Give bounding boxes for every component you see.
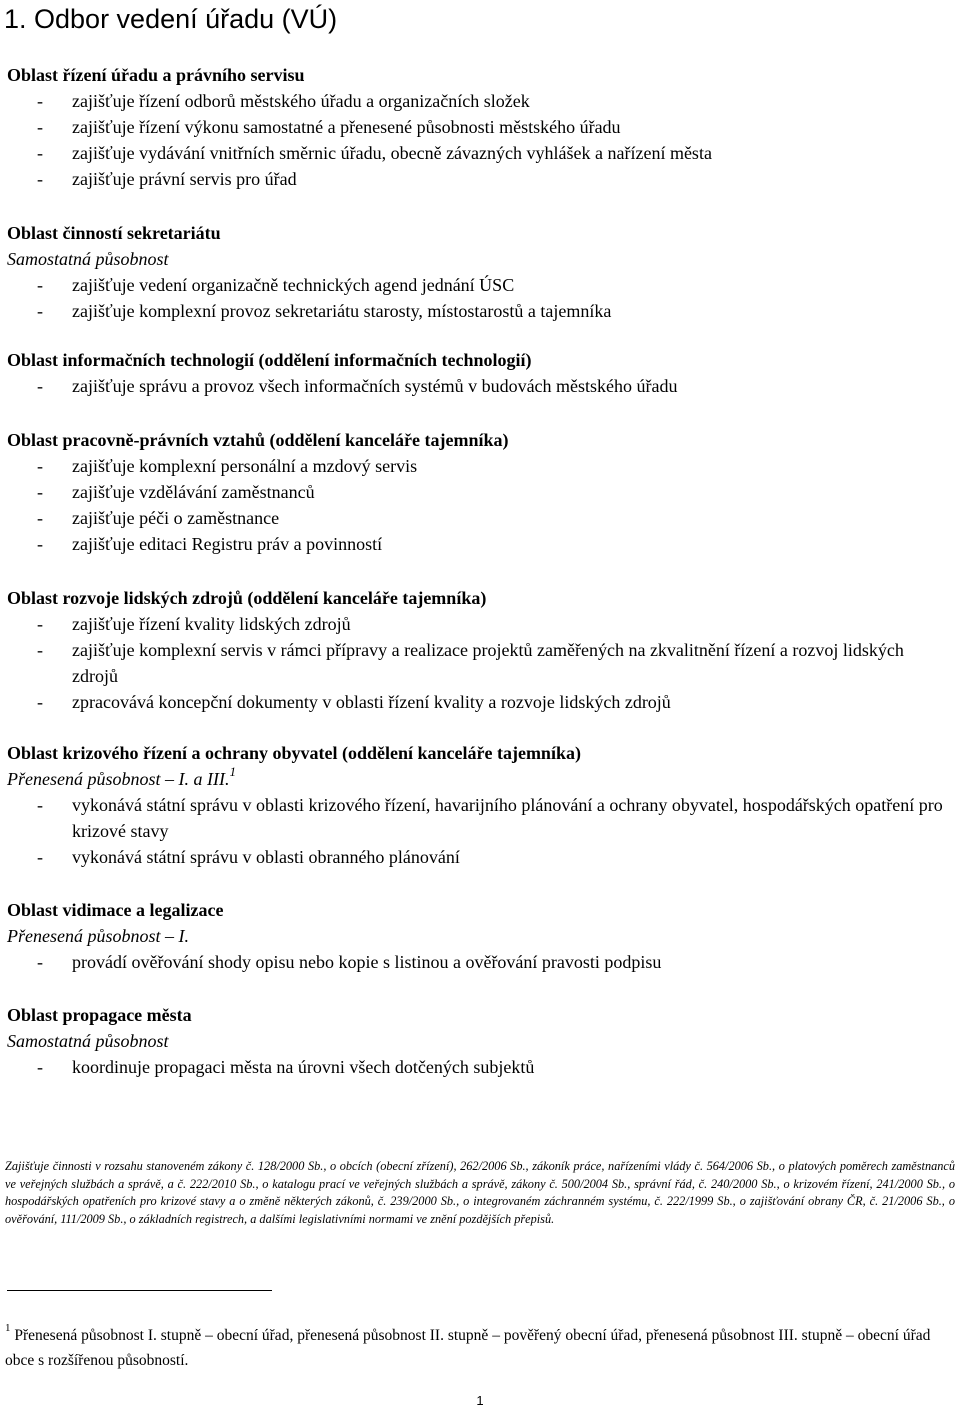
dash-bullet: - [37,1057,43,1077]
list-item: - zajišťuje editaci Registru práv a povinností [7,531,952,557]
dash-bullet: - [37,117,43,137]
footnote-mark: 1 [5,1321,11,1334]
section-heading: Oblast rozvoje lidských zdrojů (oddělení kanceláře tajemníka) [7,588,487,608]
dash-bullet: - [37,482,43,502]
list-item: - zajišťuje péči o zaměstnance [7,505,952,531]
dash-bullet: - [37,91,43,111]
footnote-text: Přenesená působnost I. stupně – obecní úřad, přenesená působnost II. stupně – pověřený obecní úřad, přenesená působnost III. stupně – obecní úřad obce s rozšířenou působností. [5,1327,931,1369]
section-subheading: Přenesená působnost – I. [7,926,189,946]
section-heading: Oblast vidimace a legalizace [7,900,224,920]
section-subheading: Samostatná působnost [7,249,169,269]
list-item: - zajišťuje řízení kvality lidských zdrojů [7,611,952,637]
section-propagace [7,1002,952,1080]
section-heading: Oblast krizového řízení a ochrany obyvatel (oddělení kanceláře tajemníka) [7,743,581,763]
dash-bullet: - [37,847,43,867]
dash-bullet: - [37,508,43,528]
section-vidimace [7,897,952,975]
footnote [5,1323,945,1373]
section-krizove-rizeni [7,740,952,870]
dash-bullet: - [37,275,43,295]
list-item: - vykonává státní správu v oblasti obranného plánování [7,844,952,870]
section-pracovne-pravni [7,427,952,557]
footnote-ref: 1 [229,764,236,779]
list-item: - zajišťuje komplexní personální a mzdový servis [7,453,952,479]
dash-bullet: - [37,301,43,321]
list-item: - zajišťuje řízení výkonu samostatné a přenesené působnosti městského úřadu [7,114,952,140]
dash-bullet: - [37,376,43,396]
list-item: - zajišťuje komplexní servis v rámci přípravy a realizace projektů zaměřených na zkvalitnění řízení a rozvoj lidských zdrojů [7,637,952,689]
dash-bullet: - [37,692,43,712]
section-heading: Oblast propagace města [7,1005,192,1025]
list-item: - zajišťuje vedení organizačně technických agend jednání ÚSC [7,272,952,298]
dash-bullet: - [37,456,43,476]
dash-bullet: - [37,795,43,815]
page-number: 1 [476,1393,484,1408]
section-heading: Oblast pracovně-právních vztahů (oddělení kanceláře tajemníka) [7,430,509,450]
section-heading: Oblast činností sekretariátu [7,223,221,243]
list-item: - zajišťuje právní servis pro úřad [7,166,952,192]
section-it [7,347,952,399]
section-sekretariat [7,220,952,324]
section-lidske-zdroje [7,585,952,715]
list-item: - zajišťuje komplexní provoz sekretariátu starosty, místostarostů a tajemníka [7,298,952,324]
dash-bullet: - [37,534,43,554]
footnote-separator [7,1290,272,1291]
legal-note: Zajišťuje činnosti v rozsahu stanoveném zákony č. 128/2000 Sb., o obcích (obecní zřízení), 262/2006 Sb., zákoník práce, nařízeními vlády č. 564/2006 Sb., o platových poměrech zaměstnanců ve veřejných službách a správě, a č. 222/2010 Sb., o katalogu prací ve veřejných službách a správě, zákony č. 500/2004 Sb., správní řád, č. 240/2000 Sb., o krizovém řízení, 241/2000 Sb., o hospodářských opatřeních pro krizové stavy a o změně některých zákonů, č. 239/2000 Sb., o integrovaném záchranném systému, č. 222/1999 Sb., o zajišťování obrany ČR, č. 21/2006 Sb., o ověřování, 111/2009 Sb., o základních registrech, a dalšími legislativními normami ve znění pozdějších přepisů. [5,1159,955,1226]
dash-bullet: - [37,614,43,634]
page-title: 1. Odbor vedení úřadu (VÚ) [4,4,338,34]
list-item: - zpracovává koncepční dokumenty v oblasti řízení kvality a rozvoje lidských zdrojů [7,689,952,715]
list-item: - zajišťuje správu a provoz všech informačních systémů v budovách městského úřadu [7,373,952,399]
list-item: - zajišťuje vydávání vnitřních směrnic úřadu, obecně závazných vyhlášek a nařízení města [7,140,952,166]
list-item: - zajišťuje řízení odborů městského úřadu a organizačních složek [7,88,952,114]
list-item: - zajišťuje vzdělávání zaměstnanců [7,479,952,505]
list-item: - provádí ověřování shody opisu nebo kopie s listinou a ověřování pravosti podpisu [7,949,952,975]
dash-bullet: - [37,640,43,660]
list-item: - koordinuje propagaci města na úrovni všech dotčených subjektů [7,1054,952,1080]
section-heading: Oblast řízení úřadu a právního servisu [7,65,305,85]
dash-bullet: - [37,169,43,189]
list-item: - vykonává státní správu v oblasti krizového řízení, havarijního plánování a ochrany obyvatel, hospodářských opatření pro krizové stavy [7,792,952,844]
section-rizeni-uradu [7,62,952,192]
section-subheading: Přenesená působnost – I. a III.$^1$ [7,764,236,789]
dash-bullet: - [37,952,43,972]
dash-bullet: - [37,143,43,163]
section-subheading: Samostatná působnost [7,1031,169,1051]
section-heading: Oblast informačních technologií (oddělení informačních technologií) [7,350,532,370]
